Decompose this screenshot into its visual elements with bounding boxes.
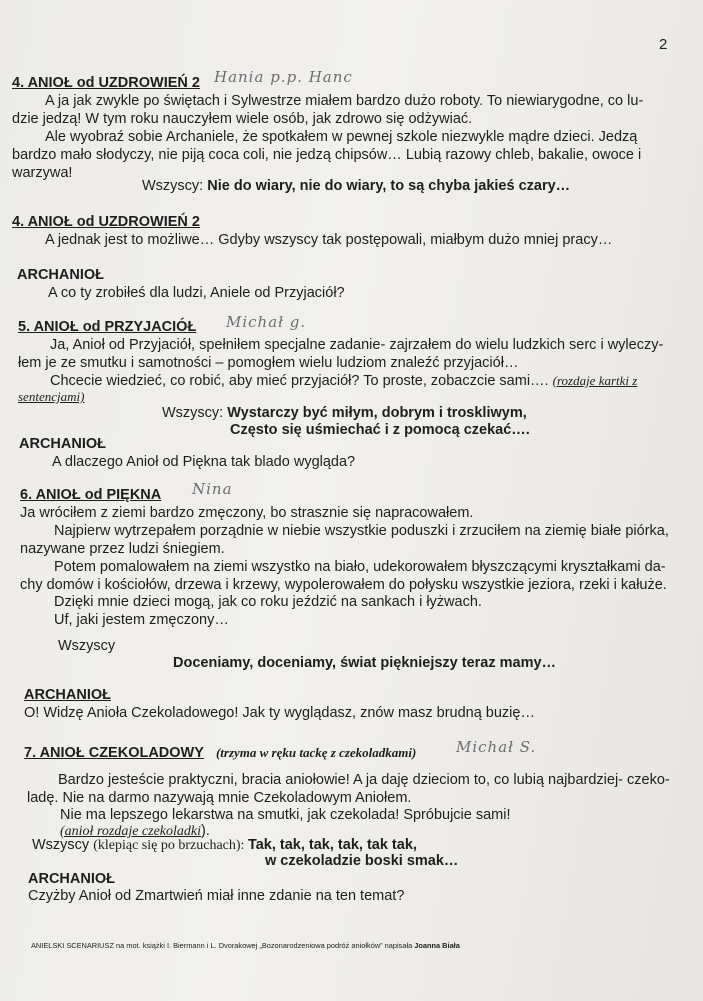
speaker-archaniol: ARCHANIOŁ xyxy=(17,267,104,283)
section-title-uzdrowien-2: 4. ANIOŁ od UZDROWIEŃ 2 xyxy=(12,214,200,230)
stage-direction-end: ). xyxy=(201,823,210,839)
chorus-label: Wszyscy: xyxy=(142,178,208,194)
section-title-przyjaciol: 5. ANIOŁ od PRZYJACIÓŁ xyxy=(18,319,197,335)
text-line-part: Chcecie wiedzieć, co robić, aby mieć przyjaciół? To proste, zobaczcie sami…. xyxy=(50,373,553,389)
chorus-text: Często się uśmiechać i z pomocą czekać…. xyxy=(230,422,530,438)
stage-direction: (rozdaje kartki z xyxy=(552,373,638,388)
text-line: Dzięki mnie dzieci mogą, jak co roku jeździć na sankach i łyżwach. xyxy=(54,594,482,610)
text-line: dzie jedzą! W tym roku nauczyłem wiele osób, jak zdrowo się odżywiać. xyxy=(12,111,473,127)
text-line: warzywa! xyxy=(12,165,73,181)
text-line: Czyżby Anioł od Zmartwień miał inne zdanie na ten temat? xyxy=(28,888,405,904)
text-line: A jednak jest to możliwe… Gdyby wszyscy tak postępowali, miałbym dużo mniej pracy… xyxy=(45,232,613,248)
speaker-archaniol: ARCHANIOŁ xyxy=(19,436,106,452)
section-title-piekna: 6. ANIOŁ od PIĘKNA xyxy=(20,487,162,503)
chorus-label: Wszyscy xyxy=(32,837,94,853)
chorus-text: Wystarczy być miłym, dobrym i troskliwym, xyxy=(227,405,527,421)
chorus-line xyxy=(142,177,570,195)
text-line xyxy=(50,372,637,390)
footer-credit xyxy=(31,941,460,950)
speaker-archaniol: ARCHANIOŁ xyxy=(28,871,115,887)
handwritten-note-michal-g: Michał g. xyxy=(226,313,307,331)
handwritten-note-nina: Nina xyxy=(192,480,233,498)
stage-direction: (anioł rozdaje czekoladki xyxy=(60,824,202,839)
chorus-note: (klepiąc się po brzuchach): xyxy=(93,838,248,853)
text-line: bardzo mało słodyczy, nie piją coca coli, nie jedzą chipsów… Lubią razowy chleb, bakalie, owoce i xyxy=(12,147,642,163)
text-line: A ja jak zwykle po świętach i Sylwestrze miałem bardzo dużo roboty. To niewiarygodne, co lu- xyxy=(45,93,644,109)
text-line: Ja wróciłem z ziemi bardzo zmęczony, bo strasznie się napracowałem. xyxy=(20,505,474,521)
chorus-text: Doceniamy, doceniamy, świat piękniejszy teraz mamy… xyxy=(173,655,557,671)
text-line: Ale wyobraź sobie Archaniele, że spotkałem w pewnej szkole niezwykle mądre dzieci. Jedzą xyxy=(45,129,638,145)
chorus-line xyxy=(162,404,527,422)
chorus-text: Tak, tak, tak, tak, tak tak, xyxy=(247,837,417,853)
text-line: łem je ze smutku i samotności – pomogłem wielu ludziom znaleźć przyjaciół… xyxy=(18,355,519,371)
handwritten-note-michal-s: Michał S. xyxy=(456,738,537,756)
text-line: Potem pomalowałem na ziemi wszystko na biało, udekorowałem błyszczącymi kryształkami da- xyxy=(54,559,666,575)
text-line: chy domów i kościołów, drzewa i krzewy, wypolerowałem do połysku wszystkie jeziora, rzeki i kałuże. xyxy=(20,577,667,593)
stage-direction: (trzyma w ręku tackę z czekoladkami) xyxy=(215,745,417,760)
text-line: nazywane przez ludzi śniegiem. xyxy=(20,541,225,557)
handwritten-note-hania: Hania p.p. Hanc xyxy=(214,68,353,86)
chorus-label: Wszyscy xyxy=(58,638,116,654)
text-line: Uf, jaki jestem zmęczony… xyxy=(54,612,229,628)
text-line: Najpierw wytrzepałem porządnie w niebie wszystkie poduszki i zrzuciłem na ziemię białe piórka, xyxy=(54,523,669,539)
text-line: Bardzo jesteście praktyczni, bracia aniołowie! A ja daję dzieciom to, co lubią najbardziej- czeko- xyxy=(58,772,670,788)
text-line: Nie ma lepszego lekarstwa na smutki, jak czekolada! Spróbujcie sami! xyxy=(60,807,511,823)
text-line: A dlaczego Anioł od Piękna tak blado wygląda? xyxy=(52,454,356,470)
chorus-label: Wszyscy: xyxy=(162,405,228,421)
speaker-archaniol: ARCHANIOŁ xyxy=(24,687,111,703)
chorus-text: Nie do wiary, nie do wiary, to są chyba jakieś czary… xyxy=(207,178,571,194)
text-line: ladę. Nie na darmo nazywają mnie Czekoladowym Aniołem. xyxy=(27,790,412,806)
section-title-uzdrowien: 4. ANIOŁ od UZDROWIEŃ 2 xyxy=(12,75,200,91)
section-header-czekoladowy xyxy=(24,744,416,762)
text-line: O! Widzę Anioła Czekoladowego! Jak ty wyglądasz, znów masz brudną buzię… xyxy=(24,705,535,721)
text-line: A co ty zrobiłeś dla ludzi, Aniele od Przyjaciół? xyxy=(48,285,345,301)
chorus-text: w czekoladzie boski smak… xyxy=(265,853,459,869)
stage-direction: sentencjami) xyxy=(18,389,85,404)
footer-text: ANIELSKI SCENARIUSZ na mot. książki I. Biermann i L. Dvorakowej „Bozonarodzeniowa podróż aniołków” napisała xyxy=(31,941,415,950)
text-line: Ja, Anioł od Przyjaciół, spełniłem specjalne zadanie- zajrzałem do wielu ludzkich serc i wyleczy- xyxy=(50,337,664,353)
section-title-czekoladowy: 7. ANIOŁ CZEKOLADOWY xyxy=(24,745,204,761)
footer-author: Joanna Biała xyxy=(414,941,460,950)
page-number: 2 xyxy=(659,36,668,53)
